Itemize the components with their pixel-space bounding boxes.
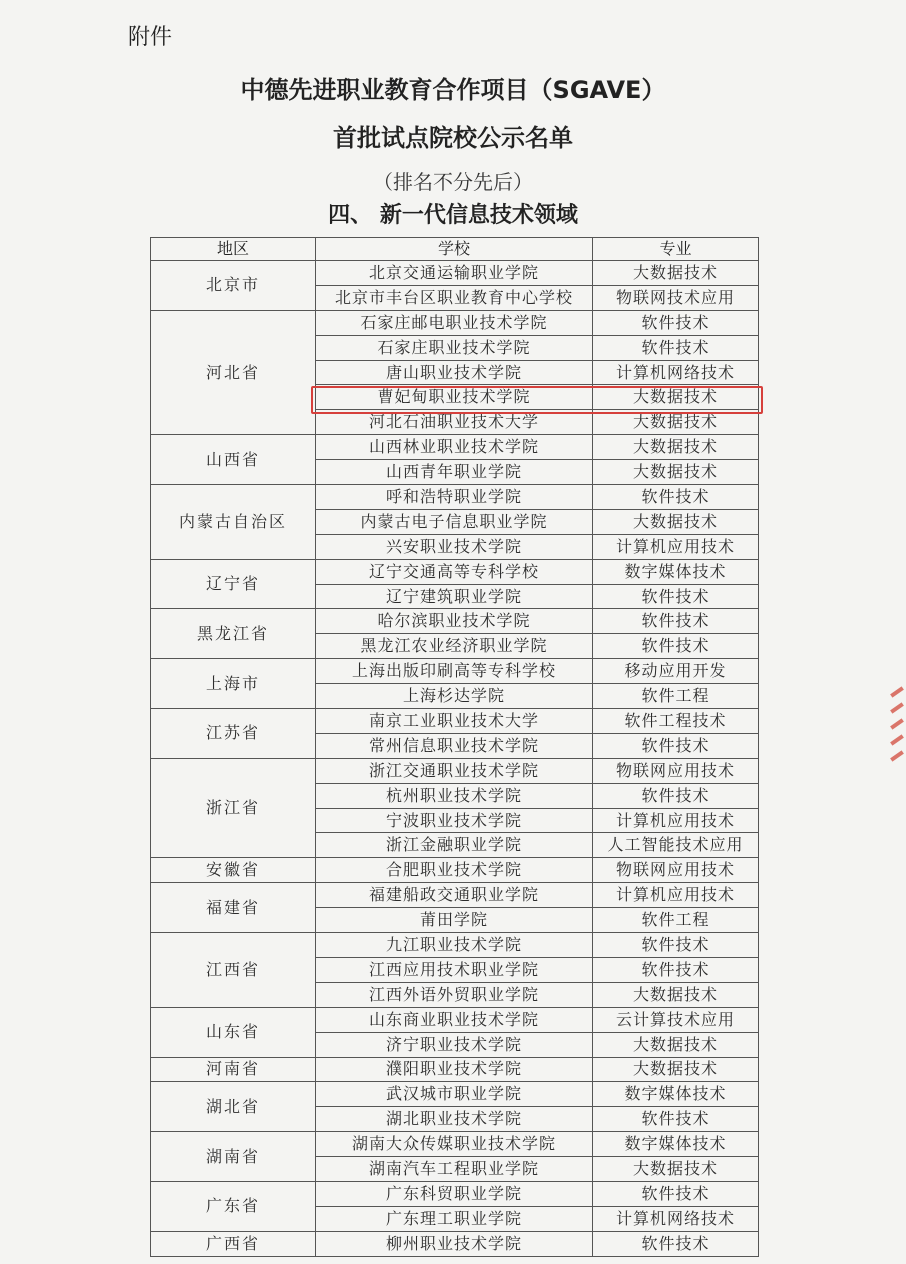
- table-row: [151, 1082, 759, 1107]
- region-cell: 上海市: [151, 659, 316, 709]
- document-title: 中德先进职业教育合作项目（SGAVE）: [240, 76, 666, 104]
- school-cell: 兴安职业技术学院: [316, 534, 593, 559]
- school-cell: 辽宁建筑职业学院: [316, 584, 593, 609]
- school-cell: 北京市丰台区职业教育中心学校: [316, 285, 593, 310]
- table-row: [151, 933, 759, 958]
- school-cell: 上海杉达学院: [316, 684, 593, 709]
- major-cell: 软件技术: [593, 310, 759, 335]
- major-cell: 软件技术: [593, 733, 759, 758]
- region-cell: 山东省: [151, 1007, 316, 1057]
- school-cell-highlighted: 曹妃甸职业技术学院: [316, 385, 593, 410]
- major-cell: 计算机网络技术: [593, 360, 759, 385]
- region-cell: 广东省: [151, 1181, 316, 1231]
- major-cell: 软件工程: [593, 908, 759, 933]
- ordering-note: （排名不分先后）: [373, 170, 533, 194]
- attachment-label: 附件: [128, 25, 173, 50]
- major-cell: 软件技术: [593, 933, 759, 958]
- major-cell: 软件技术: [593, 783, 759, 808]
- major-cell: 计算机网络技术: [593, 1206, 759, 1231]
- table-row: [151, 1181, 759, 1206]
- school-cell: 广东理工职业学院: [316, 1206, 593, 1231]
- school-cell: 山西林业职业技术学院: [316, 435, 593, 460]
- school-cell: 江西外语外贸职业学院: [316, 982, 593, 1007]
- school-cell: 山西青年职业学院: [316, 460, 593, 485]
- table-row: [151, 659, 759, 684]
- major-cell: 数字媒体技术: [593, 1082, 759, 1107]
- major-cell: 大数据技术: [593, 460, 759, 485]
- column-header-region: 地区: [151, 238, 316, 261]
- school-cell: 湖北职业技术学院: [316, 1107, 593, 1132]
- major-cell: 软件技术: [593, 957, 759, 982]
- school-cell: 黑龙江农业经济职业学院: [316, 634, 593, 659]
- major-cell: 软件技术: [593, 609, 759, 634]
- major-cell: 物联网应用技术: [593, 758, 759, 783]
- school-cell: 南京工业职业技术大学: [316, 709, 593, 734]
- table-row: [151, 758, 759, 783]
- table-row: [151, 1007, 759, 1032]
- table-row: [151, 261, 759, 286]
- major-cell: 物联网技术应用: [593, 285, 759, 310]
- major-cell: 大数据技术: [593, 509, 759, 534]
- school-cell: 辽宁交通高等专科学校: [316, 559, 593, 584]
- major-cell: 大数据技术: [593, 261, 759, 286]
- table-row: [151, 559, 759, 584]
- region-cell: 内蒙古自治区: [151, 485, 316, 560]
- region-cell: 江西省: [151, 933, 316, 1008]
- region-cell: 河北省: [151, 310, 316, 434]
- school-cell: 湖南汽车工程职业学院: [316, 1157, 593, 1182]
- region-cell: 江苏省: [151, 709, 316, 759]
- major-cell: 人工智能技术应用: [593, 833, 759, 858]
- table-row: [151, 858, 759, 883]
- school-cell: 石家庄邮电职业技术学院: [316, 310, 593, 335]
- major-cell: 大数据技术: [593, 385, 759, 410]
- school-cell: 浙江交通职业技术学院: [316, 758, 593, 783]
- major-cell: 移动应用开发: [593, 659, 759, 684]
- major-cell: 云计算技术应用: [593, 1007, 759, 1032]
- school-cell: 合肥职业技术学院: [316, 858, 593, 883]
- school-cell: 江西应用技术职业学院: [316, 957, 593, 982]
- table-row: [151, 435, 759, 460]
- major-cell: 数字媒体技术: [593, 559, 759, 584]
- school-roster-table: [150, 237, 759, 1257]
- major-cell: 大数据技术: [593, 1157, 759, 1182]
- school-cell: 浙江金融职业学院: [316, 833, 593, 858]
- school-cell: 唐山职业技术学院: [316, 360, 593, 385]
- major-cell: 软件技术: [593, 1107, 759, 1132]
- school-cell: 莆田学院: [316, 908, 593, 933]
- major-cell: 大数据技术: [593, 1032, 759, 1057]
- region-cell: 浙江省: [151, 758, 316, 858]
- region-cell: 北京市: [151, 261, 316, 311]
- table-row: [151, 609, 759, 634]
- region-cell: 辽宁省: [151, 559, 316, 609]
- school-cell: 杭州职业技术学院: [316, 783, 593, 808]
- major-cell: 软件技术: [593, 335, 759, 360]
- school-cell: 河北石油职业技术大学: [316, 410, 593, 435]
- school-cell: 石家庄职业技术学院: [316, 335, 593, 360]
- school-cell: 山东商业职业技术学院: [316, 1007, 593, 1032]
- school-cell: 湖南大众传媒职业技术学院: [316, 1132, 593, 1157]
- region-cell: 福建省: [151, 883, 316, 933]
- column-header-major: 专业: [593, 238, 759, 261]
- school-cell: 宁波职业技术学院: [316, 808, 593, 833]
- school-cell: 九江职业技术学院: [316, 933, 593, 958]
- column-header-school: 学校: [316, 238, 593, 261]
- major-cell: 大数据技术: [593, 1057, 759, 1082]
- table-row: [151, 1057, 759, 1082]
- school-cell: 济宁职业技术学院: [316, 1032, 593, 1057]
- major-cell: 软件技术: [593, 634, 759, 659]
- major-cell: 大数据技术: [593, 410, 759, 435]
- school-cell: 常州信息职业技术学院: [316, 733, 593, 758]
- region-cell: 湖南省: [151, 1132, 316, 1182]
- major-cell: 数字媒体技术: [593, 1132, 759, 1157]
- table-row: [151, 1231, 759, 1256]
- major-cell: 软件技术: [593, 1181, 759, 1206]
- region-cell: 黑龙江省: [151, 609, 316, 659]
- school-cell: 广东科贸职业学院: [316, 1181, 593, 1206]
- table-row: [151, 1132, 759, 1157]
- major-cell: 软件工程: [593, 684, 759, 709]
- major-cell: 软件技术: [593, 1231, 759, 1256]
- major-cell: 软件技术: [593, 584, 759, 609]
- table-header-row: [151, 238, 759, 261]
- table-row: [151, 485, 759, 510]
- region-cell: 广西省: [151, 1231, 316, 1256]
- table-body: [151, 261, 759, 1257]
- major-cell: 软件技术: [593, 485, 759, 510]
- major-cell: 大数据技术: [593, 982, 759, 1007]
- table-row: [151, 310, 759, 335]
- region-cell: 河南省: [151, 1057, 316, 1082]
- major-cell: 大数据技术: [593, 435, 759, 460]
- school-cell: 濮阳职业技术学院: [316, 1057, 593, 1082]
- red-stamp-edge: [884, 678, 906, 808]
- table-row: [151, 883, 759, 908]
- major-cell: 物联网应用技术: [593, 858, 759, 883]
- school-cell: 北京交通运输职业学院: [316, 261, 593, 286]
- school-cell: 呼和浩特职业学院: [316, 485, 593, 510]
- document-subtitle: 首批试点院校公示名单: [333, 124, 573, 152]
- major-cell: 软件工程技术: [593, 709, 759, 734]
- school-cell: 武汉城市职业学院: [316, 1082, 593, 1107]
- region-cell: 山西省: [151, 435, 316, 485]
- school-cell: 内蒙古电子信息职业学院: [316, 509, 593, 534]
- region-cell: 湖北省: [151, 1082, 316, 1132]
- section-heading: 四、 新一代信息技术领域: [328, 202, 578, 228]
- major-cell: 计算机应用技术: [593, 534, 759, 559]
- school-cell: 哈尔滨职业技术学院: [316, 609, 593, 634]
- school-cell: 柳州职业技术学院: [316, 1231, 593, 1256]
- major-cell: 计算机应用技术: [593, 883, 759, 908]
- major-cell: 计算机应用技术: [593, 808, 759, 833]
- school-cell: 福建船政交通职业学院: [316, 883, 593, 908]
- region-cell: 安徽省: [151, 858, 316, 883]
- school-cell: 上海出版印刷高等专科学校: [316, 659, 593, 684]
- table-row: [151, 709, 759, 734]
